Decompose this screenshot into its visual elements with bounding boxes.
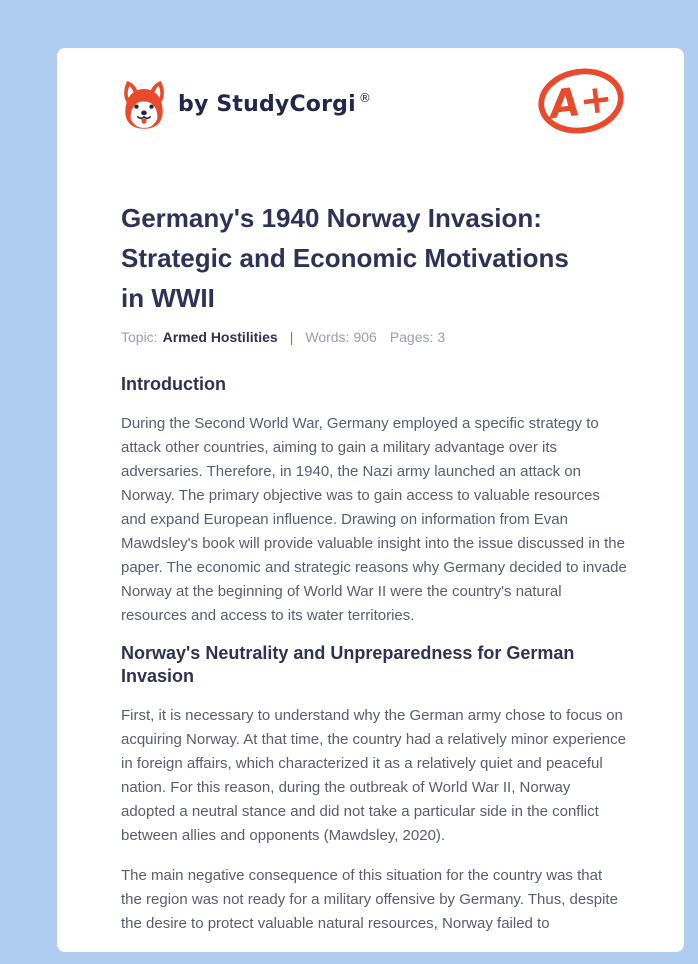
corgi-icon	[121, 78, 167, 130]
topic-label: Topic:	[121, 329, 158, 345]
section-heading: Introduction	[121, 374, 226, 394]
studycorgi-logo[interactable]	[121, 78, 371, 130]
meta-separator: |	[289, 329, 294, 345]
pages-count	[390, 329, 445, 345]
words-value: 906	[353, 329, 377, 345]
paragraph: During the Second World War, Germany employed a specific strategy to attack other countries, aiming to gain a military advantage over its adversaries. Therefore, in 1940, the Nazi army launched an attack on Norway. The primary objective was to gain access to valuable resources and expand European influence. Drawing on information from Evan Mawdsley's book will provide valuable insight into the issue discussed in the paper. The economic and strategic reasons why Germany decided to invade Norway at the beginning of World War II were the country's natural resources and access to its water territories.	[121, 415, 627, 624]
a-plus-grade-icon	[535, 62, 627, 145]
section-introduction	[121, 373, 627, 628]
pages-label: Pages:	[389, 329, 434, 345]
document-card	[57, 48, 684, 952]
topic-link[interactable]: Armed Hostilities	[162, 329, 278, 345]
registered-trademark: ®	[358, 90, 371, 105]
words-count	[305, 329, 376, 345]
pages-value: 3	[437, 329, 446, 345]
section-norways-neutrality	[121, 642, 627, 936]
badge-grade-text: A+	[547, 75, 616, 129]
words-label: Words:	[305, 329, 350, 345]
card-header	[121, 62, 627, 154]
paragraph: The main negative consequence of this situation for the country was that the region was not ready for a military offensive by Germany. Thus, despite the desire to protect valuable natural resources, Norway failed to	[121, 867, 618, 932]
page-title: Germany's 1940 Norway Invasion: Strategic and Economic Motivations in WWII	[121, 203, 569, 313]
brand-name-wrap	[178, 92, 371, 117]
brand-name: by StudyCorgi	[178, 91, 356, 117]
article-meta	[121, 329, 627, 345]
section-heading: Norway's Neutrality and Unpreparedness for German Invasion	[121, 643, 575, 686]
paragraph: First, it is necessary to understand why the German army chose to focus on acquiring Norway. At that time, the country had a relatively minor experience in foreign affairs, which characterized it as a relatively quiet and peaceful nation. For this reason, during the outbreak of World War II, Norway adopted a neutral stance and did not take a particular side in the conflict between allies and opponents (Mawdsley, 2020).	[121, 707, 626, 844]
